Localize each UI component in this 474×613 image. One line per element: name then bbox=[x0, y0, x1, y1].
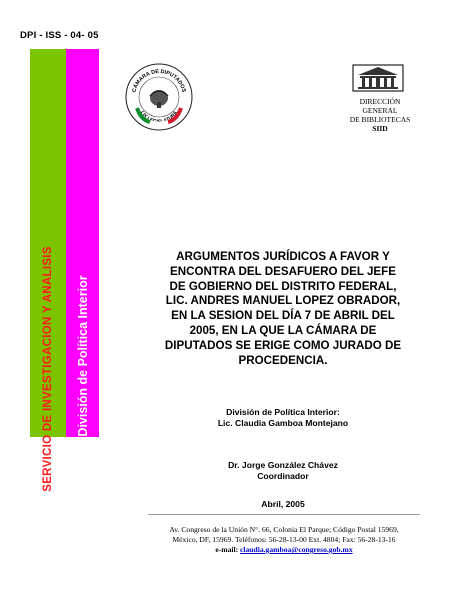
library-line-2: GENERAL bbox=[362, 106, 398, 115]
title-line: PROCEDENCIA. bbox=[238, 353, 328, 367]
document-code: DPI - ISS - 04- 05 bbox=[20, 30, 99, 41]
email-link[interactable]: claudia.gamboa@congreso.gob.mx bbox=[240, 545, 353, 554]
magenta-side-band bbox=[66, 49, 99, 437]
division-band-label: División de Política Interior bbox=[75, 275, 90, 437]
title-line: DE GOBIERNO DEL DISTRITO FEDERAL, bbox=[169, 279, 397, 293]
title-line: 2005, EN LA QUE LA CÁMARA DE bbox=[189, 323, 377, 337]
division-author: Lic. Claudia Gamboa Montejano bbox=[217, 418, 349, 428]
library-line-1: DIRECCIÓN bbox=[359, 97, 401, 106]
seal-bottom-text: LIX LEGISLATURA bbox=[138, 109, 180, 126]
publication-date: Abril, 2005 bbox=[261, 499, 305, 509]
title-line: DIPUTADOS SE ERIGE COMO JURADO DE bbox=[164, 338, 402, 352]
title-line: EN LA SESION DEL DÍA 7 DE ABRIL DEL bbox=[171, 309, 395, 323]
coordinator-role: Coordinador bbox=[257, 471, 309, 481]
address-line: Av. Congreso de la Unión N°. 66, Colonia El Parque; Código Postal 15969, bbox=[169, 525, 399, 534]
library-line-3: DE BIBLIOTECAS bbox=[349, 115, 411, 124]
camara-de-diputados-seal-icon bbox=[124, 62, 194, 132]
footer-divider bbox=[148, 514, 420, 515]
division-name: División de Política Interior: bbox=[226, 407, 340, 417]
library-building-icon bbox=[352, 64, 404, 92]
title-line: ARGUMENTOS JURÍDICOS A FAVOR Y bbox=[176, 250, 390, 263]
green-side-band bbox=[30, 49, 66, 492]
contact-footer bbox=[134, 525, 434, 555]
title-line: ENCONTRA DEL DESAFUERO DEL JEFE bbox=[170, 264, 396, 278]
library-directorate-text bbox=[330, 97, 430, 133]
email-label: e-mail: bbox=[215, 545, 239, 554]
coordinator-name: Dr. Jorge González Chávez bbox=[228, 460, 338, 470]
seal-top-text: CÁMARA DE DIPUTADOS bbox=[131, 68, 187, 94]
library-acronym: SIID bbox=[372, 124, 388, 133]
coordinator-block bbox=[150, 460, 416, 482]
service-band-label: SERVICIO DE INVESTIGACION Y ANALISIS bbox=[42, 246, 54, 492]
division-block bbox=[150, 407, 416, 429]
email-line bbox=[134, 545, 434, 555]
title-line: LIC. ANDRES MANUEL LOPEZ OBRADOR, bbox=[165, 294, 401, 308]
document-title bbox=[150, 250, 416, 368]
phone-line: México, DF, 15969. Teléfonos: 56-28-13-00 Ext. 4804; Fax: 56-28-13-16 bbox=[172, 535, 396, 544]
